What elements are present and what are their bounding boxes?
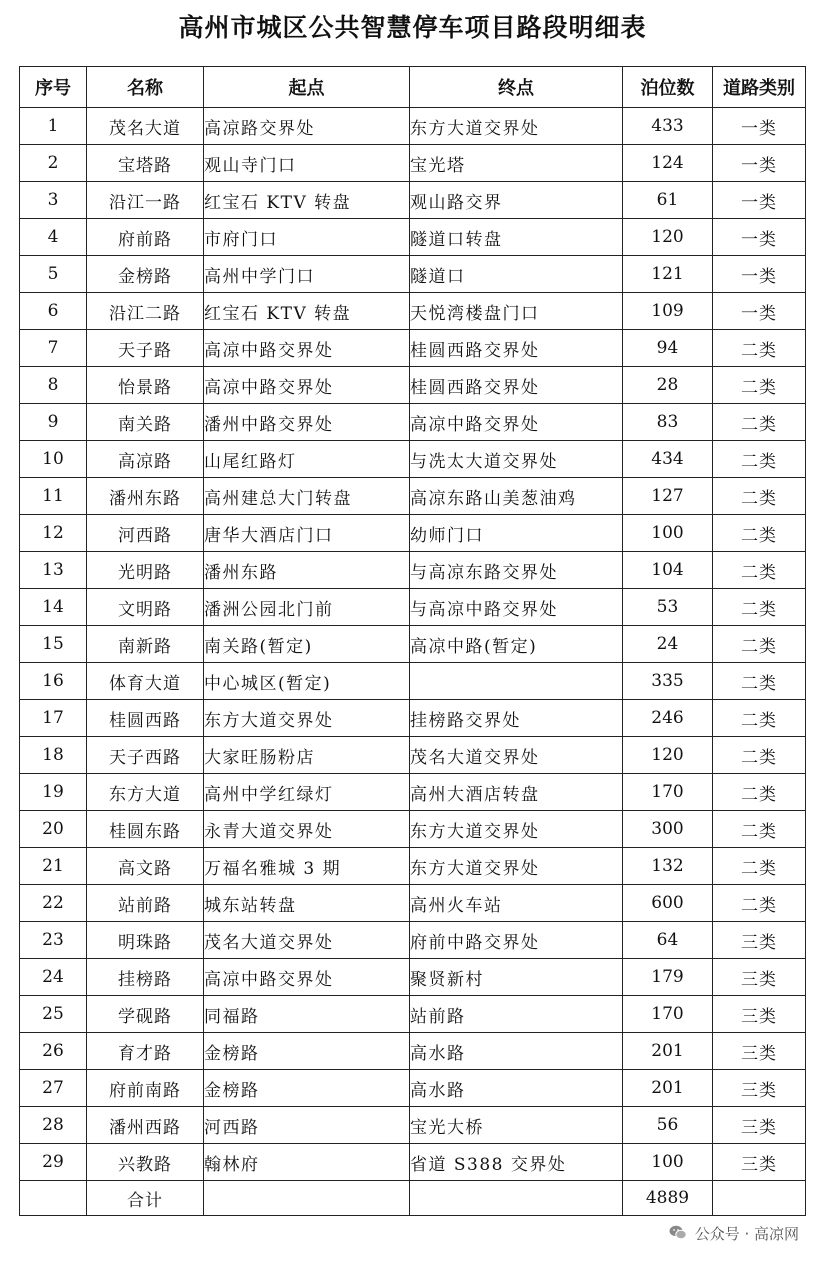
end-point: 宝光大桥 [410, 1107, 623, 1144]
start-point: 山尾红路灯 [204, 441, 410, 478]
table-row [20, 1070, 806, 1107]
end-point: 与高凉中路交界处 [410, 589, 623, 626]
parking-spaces: 170 [623, 996, 713, 1033]
row-num: 8 [20, 367, 87, 404]
road-name: 天子西路 [87, 737, 204, 774]
parking-spaces: 434 [623, 441, 713, 478]
road-category: 三类 [713, 1107, 806, 1144]
road-name: 宝塔路 [87, 145, 204, 182]
row-num: 22 [20, 885, 87, 922]
header-start: 起点 [204, 67, 410, 108]
road-category: 二类 [713, 774, 806, 811]
header-end: 终点 [410, 67, 623, 108]
row-num: 24 [20, 959, 87, 996]
start-point: 金榜路 [204, 1033, 410, 1070]
start-point: 高州建总大门转盘 [204, 478, 410, 515]
start-point: 茂名大道交界处 [204, 922, 410, 959]
header-name: 名称 [87, 67, 204, 108]
road-category: 一类 [713, 219, 806, 256]
total-label: 合计 [87, 1181, 204, 1216]
road-category: 二类 [713, 737, 806, 774]
parking-spaces: 170 [623, 774, 713, 811]
table-row [20, 885, 806, 922]
table-row [20, 219, 806, 256]
table-row [20, 404, 806, 441]
row-num: 15 [20, 626, 87, 663]
table-row [20, 922, 806, 959]
road-name: 站前路 [87, 885, 204, 922]
row-num: 19 [20, 774, 87, 811]
end-point: 高州火车站 [410, 885, 623, 922]
row-num: 6 [20, 293, 87, 330]
road-name: 府前南路 [87, 1070, 204, 1107]
start-point: 高州中学红绿灯 [204, 774, 410, 811]
road-name: 光明路 [87, 552, 204, 589]
row-num: 17 [20, 700, 87, 737]
row-num: 10 [20, 441, 87, 478]
start-point: 潘州中路交界处 [204, 404, 410, 441]
header-spaces: 泊位数 [623, 67, 713, 108]
start-point: 红宝石 KTV 转盘 [204, 182, 410, 219]
road-name: 高文路 [87, 848, 204, 885]
road-category: 一类 [713, 145, 806, 182]
watermark-text: 公众号 · 高凉网 [694, 1225, 799, 1243]
row-num: 16 [20, 663, 87, 700]
parking-spaces: 53 [623, 589, 713, 626]
start-point: 观山寺门口 [204, 145, 410, 182]
start-point: 万福名雅城 3 期 [204, 848, 410, 885]
end-point: 高凉东路山美葱油鸡 [410, 478, 623, 515]
table-row [20, 478, 806, 515]
road-category: 二类 [713, 848, 806, 885]
table-header-row [20, 67, 806, 108]
end-point: 茂名大道交界处 [410, 737, 623, 774]
end-point [410, 663, 623, 700]
parking-spaces: 61 [623, 182, 713, 219]
parking-spaces: 100 [623, 1144, 713, 1181]
table-row [20, 848, 806, 885]
total-row [20, 1181, 806, 1216]
row-num: 13 [20, 552, 87, 589]
end-point: 与高凉东路交界处 [410, 552, 623, 589]
table-body [20, 108, 806, 1181]
total-end-cell [410, 1181, 623, 1216]
end-point: 桂圆西路交界处 [410, 367, 623, 404]
road-name: 金榜路 [87, 256, 204, 293]
start-point: 翰林府 [204, 1144, 410, 1181]
table-row [20, 700, 806, 737]
row-num: 3 [20, 182, 87, 219]
road-category: 二类 [713, 811, 806, 848]
road-category: 二类 [713, 700, 806, 737]
start-point: 高凉中路交界处 [204, 959, 410, 996]
parking-spaces: 120 [623, 737, 713, 774]
parking-spaces: 433 [623, 108, 713, 145]
end-point: 省道 S388 交界处 [410, 1144, 623, 1181]
row-num: 29 [20, 1144, 87, 1181]
table-row [20, 1033, 806, 1070]
road-category: 二类 [713, 404, 806, 441]
road-category: 一类 [713, 182, 806, 219]
start-point: 唐华大酒店门口 [204, 515, 410, 552]
parking-spaces: 201 [623, 1033, 713, 1070]
table-row [20, 108, 806, 145]
header-num: 序号 [20, 67, 87, 108]
end-point: 站前路 [410, 996, 623, 1033]
table-row [20, 959, 806, 996]
start-point: 红宝石 KTV 转盘 [204, 293, 410, 330]
row-num: 1 [20, 108, 87, 145]
parking-spaces: 104 [623, 552, 713, 589]
parking-spaces: 300 [623, 811, 713, 848]
table-row [20, 589, 806, 626]
end-point: 高州大酒店转盘 [410, 774, 623, 811]
start-point: 中心城区(暂定) [204, 663, 410, 700]
road-category: 三类 [713, 959, 806, 996]
parking-spaces: 120 [623, 219, 713, 256]
road-category: 一类 [713, 108, 806, 145]
row-num: 14 [20, 589, 87, 626]
table-row [20, 626, 806, 663]
parking-spaces: 109 [623, 293, 713, 330]
end-point: 东方大道交界处 [410, 811, 623, 848]
end-point: 高凉中路(暂定) [410, 626, 623, 663]
parking-spaces: 246 [623, 700, 713, 737]
road-name: 兴教路 [87, 1144, 204, 1181]
end-point: 府前中路交界处 [410, 922, 623, 959]
road-name: 高凉路 [87, 441, 204, 478]
end-point: 高凉中路交界处 [410, 404, 623, 441]
row-num: 21 [20, 848, 87, 885]
parking-spaces: 124 [623, 145, 713, 182]
start-point: 高州中学门口 [204, 256, 410, 293]
end-point: 桂圆西路交界处 [410, 330, 623, 367]
road-name: 南关路 [87, 404, 204, 441]
road-name: 体育大道 [87, 663, 204, 700]
end-point: 高水路 [410, 1033, 623, 1070]
road-name: 文明路 [87, 589, 204, 626]
end-point: 东方大道交界处 [410, 108, 623, 145]
start-point: 潘州东路 [204, 552, 410, 589]
start-point: 市府门口 [204, 219, 410, 256]
road-name: 沿江一路 [87, 182, 204, 219]
road-category: 二类 [713, 552, 806, 589]
parking-spaces: 64 [623, 922, 713, 959]
table-row [20, 552, 806, 589]
start-point: 同福路 [204, 996, 410, 1033]
row-num: 2 [20, 145, 87, 182]
parking-spaces: 94 [623, 330, 713, 367]
start-point: 河西路 [204, 1107, 410, 1144]
road-name: 河西路 [87, 515, 204, 552]
row-num: 12 [20, 515, 87, 552]
table-row [20, 256, 806, 293]
start-point: 城东站转盘 [204, 885, 410, 922]
table-row [20, 293, 806, 330]
row-num: 18 [20, 737, 87, 774]
road-name: 潘州西路 [87, 1107, 204, 1144]
end-point: 挂榜路交界处 [410, 700, 623, 737]
table-row [20, 145, 806, 182]
row-num: 27 [20, 1070, 87, 1107]
start-point: 高凉中路交界处 [204, 367, 410, 404]
road-category: 三类 [713, 996, 806, 1033]
row-num: 28 [20, 1107, 87, 1144]
road-category: 一类 [713, 256, 806, 293]
start-point: 金榜路 [204, 1070, 410, 1107]
table-row [20, 737, 806, 774]
start-point: 大家旺肠粉店 [204, 737, 410, 774]
start-point: 南关路(暂定) [204, 626, 410, 663]
road-name: 茂名大道 [87, 108, 204, 145]
table-row [20, 330, 806, 367]
road-category: 二类 [713, 626, 806, 663]
end-point: 东方大道交界处 [410, 848, 623, 885]
end-point: 观山路交界 [410, 182, 623, 219]
start-point: 高凉中路交界处 [204, 330, 410, 367]
start-point: 永青大道交界处 [204, 811, 410, 848]
table-row [20, 996, 806, 1033]
start-point: 潘洲公园北门前 [204, 589, 410, 626]
total-category-cell [713, 1181, 806, 1216]
road-name: 怡景路 [87, 367, 204, 404]
parking-table [19, 66, 806, 1216]
road-category: 二类 [713, 515, 806, 552]
row-num: 9 [20, 404, 87, 441]
table-row [20, 441, 806, 478]
row-num: 7 [20, 330, 87, 367]
row-num: 20 [20, 811, 87, 848]
end-point: 高水路 [410, 1070, 623, 1107]
road-category: 三类 [713, 922, 806, 959]
road-name: 明珠路 [87, 922, 204, 959]
road-category: 二类 [713, 330, 806, 367]
row-num: 25 [20, 996, 87, 1033]
end-point: 宝光塔 [410, 145, 623, 182]
table-row [20, 182, 806, 219]
parking-spaces: 100 [623, 515, 713, 552]
parking-spaces: 132 [623, 848, 713, 885]
road-name: 沿江二路 [87, 293, 204, 330]
road-category: 一类 [713, 293, 806, 330]
road-name: 府前路 [87, 219, 204, 256]
road-category: 二类 [713, 478, 806, 515]
parking-spaces: 179 [623, 959, 713, 996]
table-row [20, 811, 806, 848]
parking-spaces: 600 [623, 885, 713, 922]
table-row [20, 1107, 806, 1144]
road-name: 桂圆东路 [87, 811, 204, 848]
watermark [665, 1222, 803, 1245]
end-point: 天悦湾楼盘门口 [410, 293, 623, 330]
parking-spaces: 121 [623, 256, 713, 293]
road-category: 三类 [713, 1070, 806, 1107]
parking-spaces: 56 [623, 1107, 713, 1144]
start-point: 东方大道交界处 [204, 700, 410, 737]
road-name: 育才路 [87, 1033, 204, 1070]
road-name: 南新路 [87, 626, 204, 663]
road-category: 二类 [713, 885, 806, 922]
end-point: 隧道口转盘 [410, 219, 623, 256]
road-name: 东方大道 [87, 774, 204, 811]
table-row [20, 515, 806, 552]
parking-spaces: 24 [623, 626, 713, 663]
header-category: 道路类别 [713, 67, 806, 108]
parking-spaces: 201 [623, 1070, 713, 1107]
end-point: 隧道口 [410, 256, 623, 293]
row-num: 11 [20, 478, 87, 515]
row-num: 5 [20, 256, 87, 293]
table-row [20, 774, 806, 811]
parking-spaces: 335 [623, 663, 713, 700]
road-category: 三类 [713, 1144, 806, 1181]
parking-spaces: 28 [623, 367, 713, 404]
road-category: 三类 [713, 1033, 806, 1070]
parking-spaces: 83 [623, 404, 713, 441]
wechat-icon [669, 1225, 687, 1244]
road-category: 二类 [713, 589, 806, 626]
start-point: 高凉路交界处 [204, 108, 410, 145]
page-title: 高州市城区公共智慧停车项目路段明细表 [178, 13, 647, 42]
road-name: 学砚路 [87, 996, 204, 1033]
total-spaces: 4889 [623, 1181, 713, 1216]
row-num: 23 [20, 922, 87, 959]
road-category: 二类 [713, 441, 806, 478]
road-name: 桂圆西路 [87, 700, 204, 737]
table-row [20, 367, 806, 404]
road-name: 潘州东路 [87, 478, 204, 515]
end-point: 与冼太大道交界处 [410, 441, 623, 478]
end-point: 幼师门口 [410, 515, 623, 552]
road-name: 挂榜路 [87, 959, 204, 996]
parking-spaces: 127 [623, 478, 713, 515]
row-num: 4 [20, 219, 87, 256]
table-row [20, 663, 806, 700]
total-num-cell [20, 1181, 87, 1216]
row-num: 26 [20, 1033, 87, 1070]
end-point: 聚贤新村 [410, 959, 623, 996]
road-category: 二类 [713, 663, 806, 700]
road-name: 天子路 [87, 330, 204, 367]
road-category: 二类 [713, 367, 806, 404]
table-row [20, 1144, 806, 1181]
total-start-cell [204, 1181, 410, 1216]
